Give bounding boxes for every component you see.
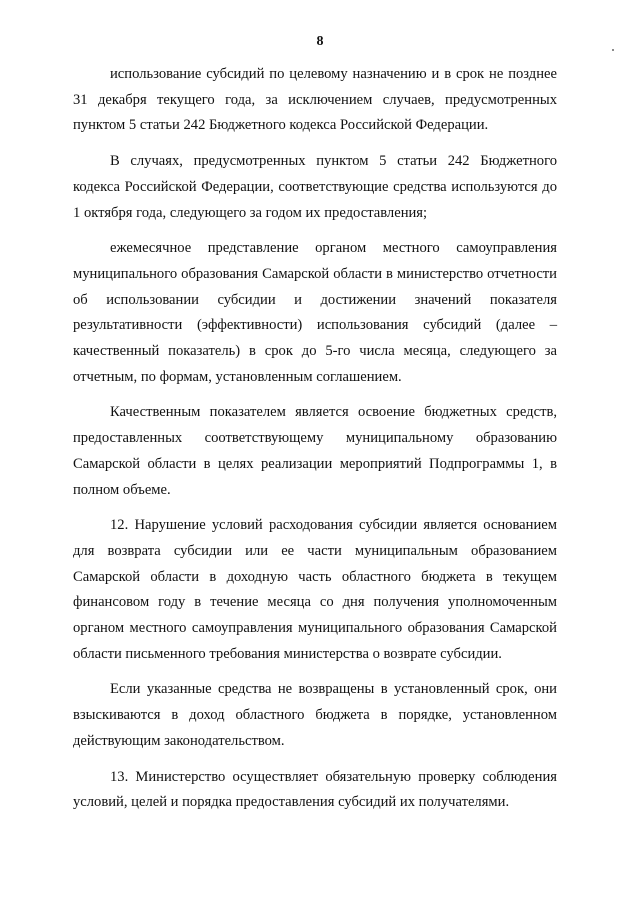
paragraph-item-13-inspection: 13. Министерство осуществляет обязательную проверку соблюдения условий, целей и порядка предоставления субсидий их получателями. (73, 768, 557, 811)
scan-speck (612, 49, 614, 51)
paragraph-monthly-reporting: ежемесячное представление органом местного самоуправления муниципального образования Самарской области в министерство отчетности об использовании субсидии и достижении значений показателя результативности (эффективности) использования субсидий (далее – качественный показатель) в срок до 5-го числа месяца, следующего за отчетным, по формам, установленным соглашением. (73, 240, 557, 385)
paragraph-budget-code-cases: В случаях, предусмотренных пунктом 5 статьи 242 Бюджетного кодекса Российской Федерации, соответствующие средства используются до 1 октября года, следующего за годом их предоставления; (73, 153, 557, 221)
paragraph-quality-indicator: Качественным показателем является освоение бюджетных средств, предоставленных соответствующему муниципальному образованию Самарской области в целях реализации мероприятий Подпрограммы 1, в полном объеме. (73, 404, 557, 498)
page-number: 8 (316, 34, 324, 49)
document-body (73, 62, 557, 826)
paragraph-recovery: Если указанные средства не возвращены в установленный срок, они взыскиваются в доход областного бюджета в порядке, установленном действующим законодательством. (73, 681, 557, 749)
paragraph-item-12-violation: 12. Нарушение условий расходования субсидии является основанием для возврата субсидии или ее части муниципальным образованием Самарской области в доходную часть областного бюджета в текущем финансовом году в течение месяца со дня получения уполномоченным органом местного самоуправления муниципального образования Самарской области письменного требования министерства о возврате субсидии. (73, 517, 557, 662)
paragraph-subsidy-usage-deadline: использование субсидий по целевому назначению и в срок не позднее 31 декабря текущего года, за исключением случаев, предусмотренных пунктом 5 статьи 242 Бюджетного кодекса Российской Федерации. (73, 66, 557, 134)
